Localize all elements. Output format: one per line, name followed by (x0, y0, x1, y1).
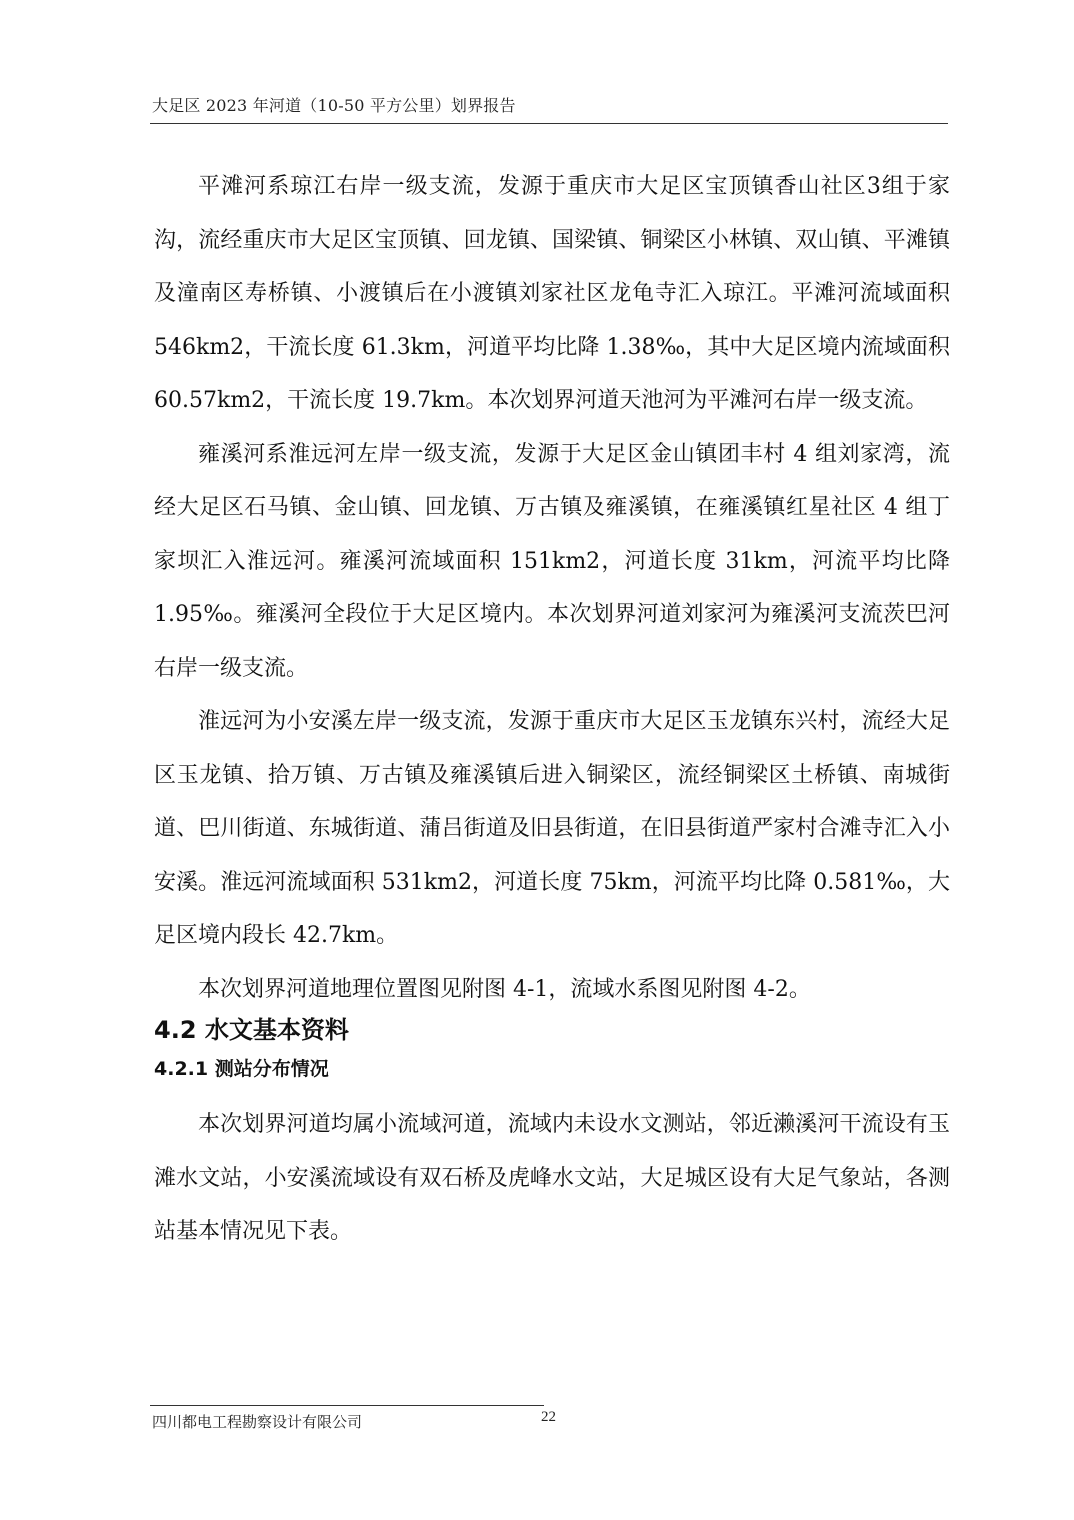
footer-divider (150, 1405, 544, 1406)
paragraph-pingtan-river: 平滩河系琼江右岸一级支流，发源于重庆市大足区宝顶镇香山社区3组于家沟，流经重庆市大足区宝顶镇、回龙镇、国梁镇、铜梁区小林镇、双山镇、平滩镇及潼南区寿桥镇、小渡镇后在小渡镇刘家社区龙龟寺汇入琼江。平滩河流域面积 546km2，干流长度 61.3km，河道平均比降 1.38‰，其中大足区境内流域面积 60.57km2，干流长度 19.7km。本次划界河道天池河为平滩河右岸一级支流。 (154, 174, 950, 413)
page-number: 22 (541, 1409, 556, 1425)
footer-company: 四川都电工程勘察设计有限公司 (152, 1413, 363, 1431)
body-content (154, 160, 950, 1259)
subsection-heading: 4.2.1 测站分布情况 (154, 1058, 329, 1080)
header-divider (150, 123, 948, 124)
paragraph-station-distribution: 本次划界河道均属小流域河道，流域内未设水文测站，邻近濑溪河干流设有玉滩水文站，小安溪流域设有双石桥及虎峰水文站，大足城区设有大足气象站，各测站基本情况见下表。 (154, 1112, 950, 1244)
paragraph-yongxi-river: 雍溪河系淮远河左岸一级支流，发源于大足区金山镇团丰村 4 组刘家湾，流经大足区石马镇、金山镇、回龙镇、万古镇及雍溪镇，在雍溪镇红星社区 4 组丁家坝汇入淮远河。雍溪河流域面积 151km2，河道长度 31km，河流平均比降 1.95‰。雍溪河全段位于大足区境内。本次划界河道刘家河为雍溪河支流茨巴河右岸一级支流。 (154, 441, 950, 681)
paragraph-huaiyuan-river: 淮远河为小安溪左岸一级支流，发源于重庆市大足区玉龙镇东兴村，流经大足区玉龙镇、拾万镇、万古镇及雍溪镇后进入铜梁区，流经铜梁区土桥镇、南城街道、巴川街道、东城街道、蒲吕街道及旧县街道，在旧县街道严家村合滩寺汇入小安溪。淮远河流域面积 531km2，河道长度 75km，河流平均比降 0.581‰，大足区境内段长 42.7km。 (154, 709, 950, 948)
paragraph-figure-reference: 本次划界河道地理位置图见附图 4-1，流域水系图见附图 4-2。 (198, 976, 811, 1002)
running-header: 大足区 2023 年河道（10-50 平方公里）划界报告 (152, 96, 516, 115)
section-heading: 4.2 水文基本资料 (154, 1016, 349, 1044)
